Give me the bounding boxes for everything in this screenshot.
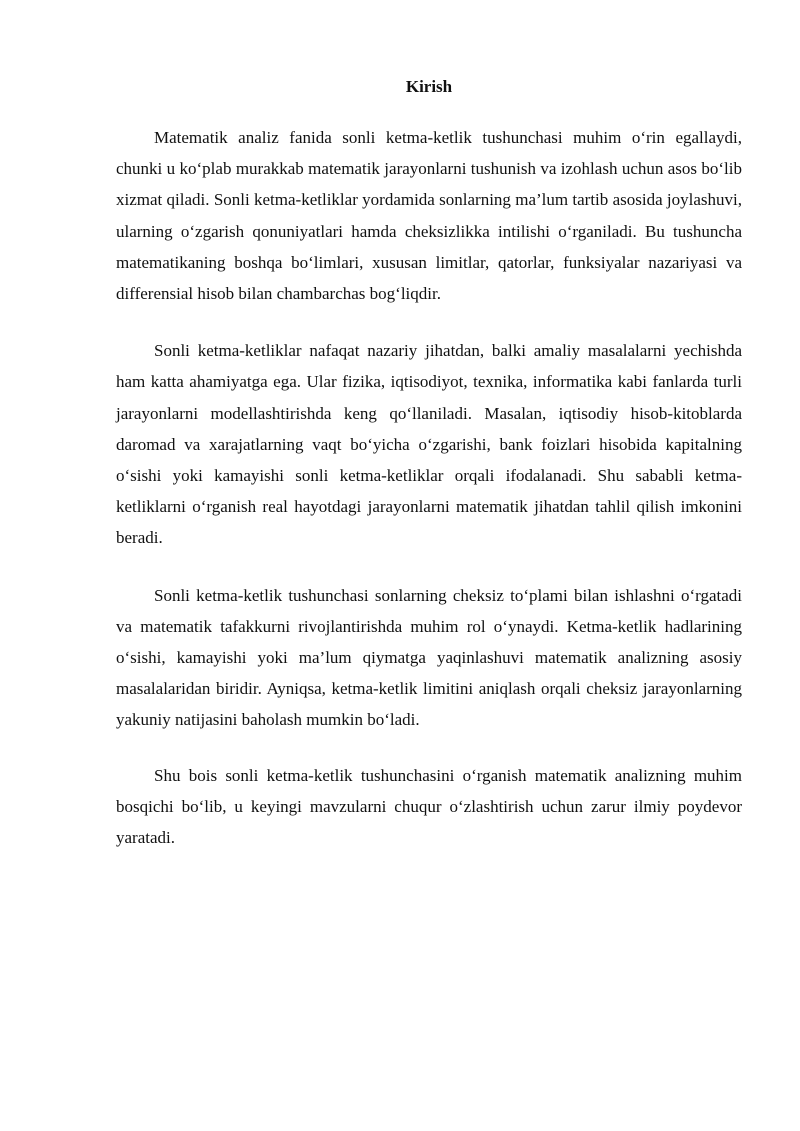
document-body [116,122,742,879]
paragraph-3: Sonli ketma-ketlik tushunchasi sonlarning cheksiz to‘plami bilan ishlashni o‘rgatadi va matematik tafakkurni rivojlantirishda muhim rol o‘ynaydi. Ketma-ketlik hadlarining o‘sishi, kamayishi yoki ma’lum qiymatga yaqinlashuvi matematik analizning asosiy masalalaridan biridir. Ayniqsa, ketma-ketlik limitini aniqlash orqali cheksiz jarayonlarning yakuniy natijasini baholash mumkin bo‘ladi. [116,585,742,730]
page-title: Kirish [405,77,453,96]
paragraph-2: Sonli ketma-ketliklar nafaqat nazariy jihatdan, balki amaliy masalalarni yechishda ham katta ahamiyatga ega. Ular fizika, iqtisodiyot, texnika, informatika kabi fanlarda turli jarayonlarni modellashtirishda keng qo‘llaniladi. Masalan, iqtisodiy hisob-kitoblarda daromad va xarajatlarning vaqt bo‘yicha o‘zgarishi, bank foizlari hisobida kapitalning o‘sishi yoki kamayishi sonli ketma-ketliklar orqali ifodalanadi. Shu sababli ketma-ketliklarni o‘rganish real hayotdagi jarayonlarni matematik jihatdan tahlil qilish imkonini beradi. [116,341,742,548]
paragraph-1: Matematik analiz fanida sonli ketma-ketlik tushunchasi muhim o‘rin egallaydi, chunki u ko‘plab murakkab matematik jarayonlarni tushunish va izohlash uchun asos bo‘lib xizmat qiladi. Sonli ketma-ketliklar yordamida sonlarning ma’lum tartib asosida joylashuvi, ularning o‘zgarish qonuniyatlari hamda cheksizlikka intilishi o‘rganiladi. Bu tushuncha matematikaning boshqa bo‘limlari, xususan limitlar, qatorlar, funksiyalar nazariyasi va differensial hisob bilan chambarchas bog‘liqdir. [116,128,742,304]
paragraph-4: Shu bois sonli ketma-ketlik tushunchasini o‘rganish matematik analizning muhim bosqichi bo‘lib, u keyingi mavzularni chuqur o‘zlashtirish uchun zarur ilmiy poydevor yaratadi. [116,765,742,848]
